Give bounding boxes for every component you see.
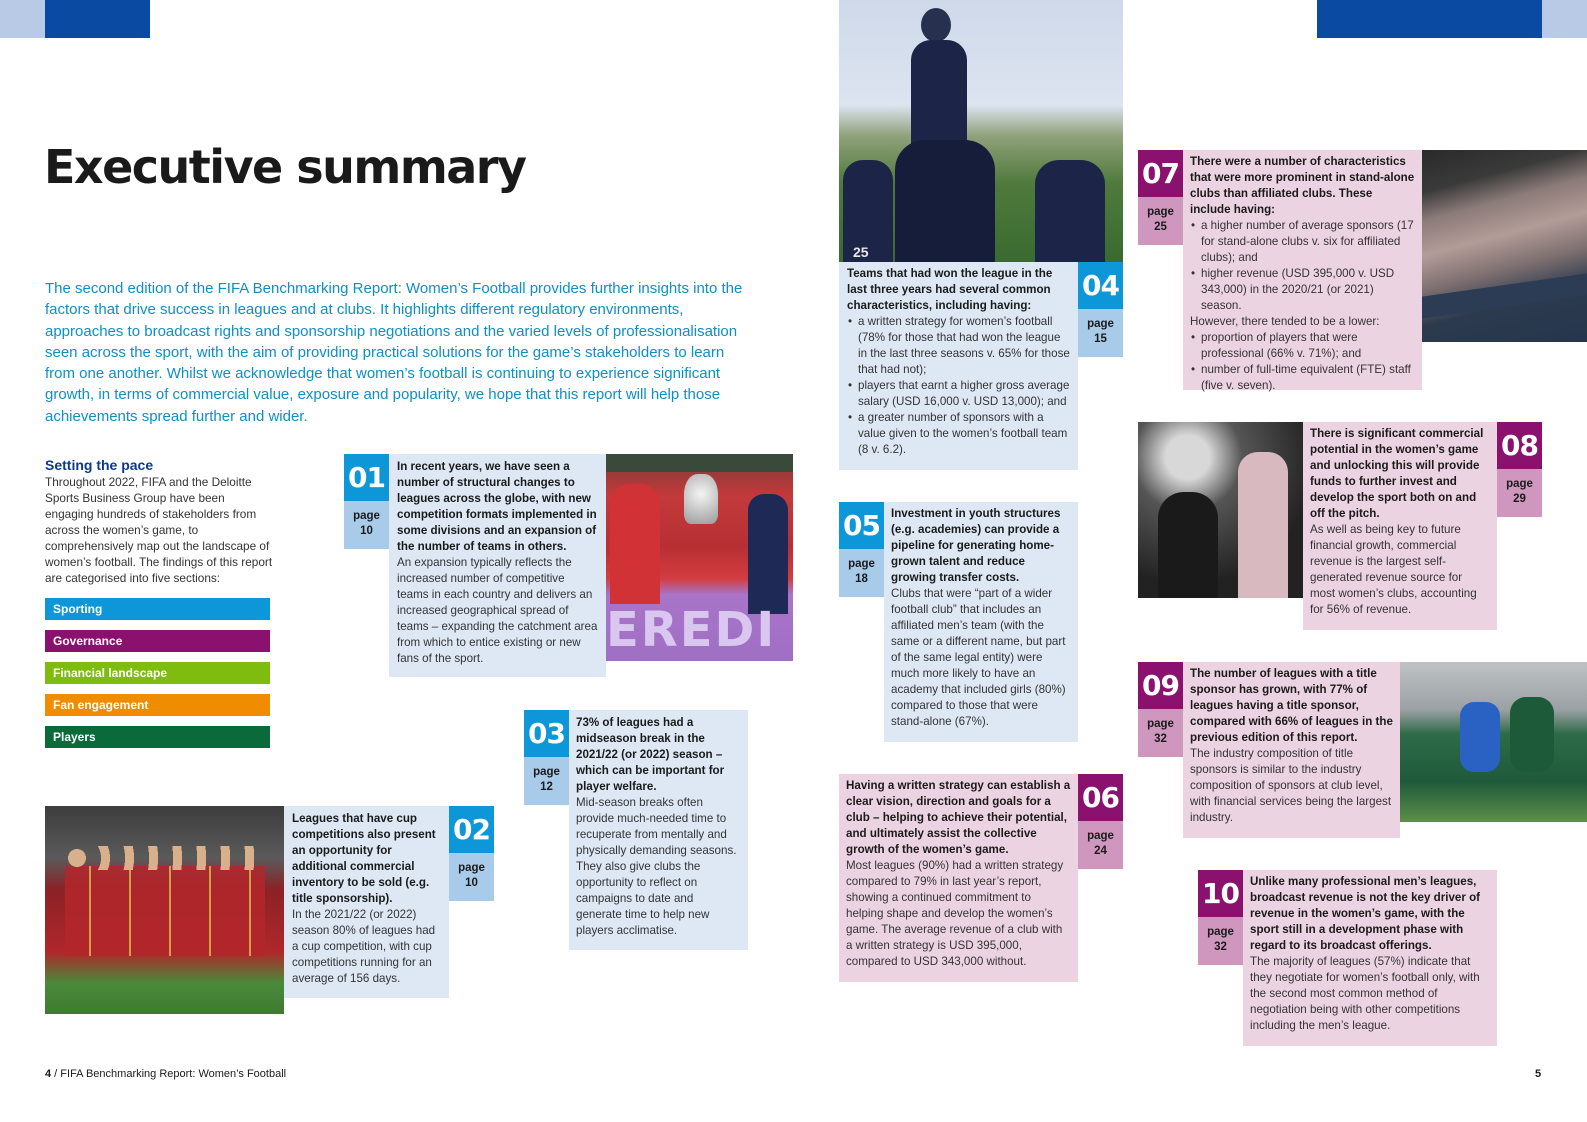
finding-06-body: Most leagues (90%) had a written strategy compared to 79% in last year’s report, showing a continued commitment to helping shape and develop the women’s game. The average revenue of a club with a written strategy is USD 395,000, compared to USD 343,000 without.	[846, 859, 1064, 968]
header-bar-right-light	[1542, 0, 1587, 38]
finding-09-headline: The number of leagues with a title sponsor has grown, with 77% of leagues having a title sponsor, compared with 66% of leagues in the previous edition of this report.	[1190, 667, 1393, 744]
finding-01-number: 01	[344, 454, 389, 501]
finding-04-bullet: • a greater number of sponsors with a value given to the women’s football team (8 v. 6.2).	[858, 410, 1070, 458]
finding-04-bullet: • players that earnt a higher gross average salary (USD 16,000 v. USD 13,000); and	[858, 378, 1070, 410]
header-bar-right	[1317, 0, 1542, 38]
finding-03-headline: 73% of leagues had a midseason break in the 2021/22 (or 2022) season – which can be important for player welfare.	[576, 716, 725, 793]
finding-05-body: Clubs that were “part of a wider football club” that includes an affiliated men’s team (with the same or a different name, but part of the same legal entity) were much more likely to have an academy that included girls (80%) compared to those that were stand-alone (67%).	[891, 587, 1066, 728]
finding-03-page-ref: page 12	[524, 757, 569, 805]
finding-04-panel	[839, 262, 1078, 470]
finding-10-body: The majority of leagues (57%) indicate that they negotiate for women’s football only, with the second most common method of negotiation being with other competitions including the men’s league.	[1250, 955, 1480, 1032]
category-financial-landscape: Financial landscape	[45, 662, 270, 684]
finding-07-bullet: • higher revenue (USD 395,000 v. USD 343,000) in the 2020/21 (or 2021) season.	[1201, 266, 1415, 314]
finding-06-page-ref: page 24	[1078, 821, 1123, 869]
header-bar-left	[45, 0, 150, 38]
category-governance: Governance	[45, 630, 270, 652]
finding-09-page-ref: page 32	[1138, 709, 1183, 757]
header-bar-left-light	[0, 0, 45, 38]
celebration-photo	[839, 0, 1123, 262]
category-players: Players	[45, 726, 270, 748]
finding-04-bullets	[847, 314, 1070, 458]
page-title: Executive summary	[44, 140, 526, 194]
finding-07-mid-text: However, there tended to be a lower:	[1190, 315, 1380, 328]
finding-07-headline: There were a number of characteristics that were more prominent in stand-alone clubs than affiliated clubs. These include having:	[1190, 155, 1415, 216]
footer-page-number-right: 5	[1535, 1068, 1542, 1080]
finding-09-panel	[1183, 662, 1400, 838]
finding-08-number: 08	[1497, 422, 1542, 469]
finding-08-page-ref: page 29	[1497, 469, 1542, 517]
finding-05-page-ref: page 18	[839, 549, 884, 597]
team-photo-red-kits	[45, 806, 284, 1014]
finding-07-bullets	[1190, 218, 1415, 314]
finding-07-page-ref: page 25	[1138, 197, 1183, 245]
team-huddle-photo	[1400, 662, 1587, 822]
finding-06-panel	[839, 774, 1078, 982]
category-sporting: Sporting	[45, 598, 270, 620]
finding-07-panel	[1183, 150, 1422, 390]
finding-05-headline: Investment in youth structures (e.g. academies) can provide a pipeline for generating home-grown talent and reduce growing transfer costs.	[891, 507, 1061, 584]
finding-10-headline: Unlike many professional men’s leagues, broadcast revenue is not the key driver of revenue in the women’s game, with the sport still in a development phase with regard to its broadcast offerings.	[1250, 875, 1481, 952]
finding-04-bullet: • a written strategy for women’s football (78% for those that had won the league in the last three seasons v. 65% for those that had not);	[858, 314, 1070, 378]
finding-08-headline: There is significant commercial potential in the women’s game and unlocking this will provide funds to further invest and develop the sport both on and off the pitch.	[1310, 427, 1484, 520]
finding-06-headline: Having a written strategy can establish a clear vision, direction and goals for a club – helping to achieve their potential, and ultimately assist the collective growth of the women’s game.	[846, 779, 1071, 856]
ad-board-text: EREDI	[606, 602, 777, 658]
finding-05-number: 05	[839, 502, 884, 549]
finding-10-panel	[1243, 870, 1497, 1046]
finding-04-page-ref: page 15	[1078, 309, 1123, 357]
finding-07-bullet: • proportion of players that were professional (66% v. 71%); and	[1201, 330, 1415, 362]
finding-07-bullet: • number of full-time equivalent (FTE) staff (five v. seven).	[1201, 362, 1415, 394]
finding-02-headline: Leagues that have cup competitions also present an opportunity for additional commercial inventory to be sold (e.g. title sponsorship).	[292, 812, 436, 905]
finding-01-page-ref: page 10	[344, 501, 389, 549]
finding-03-number: 03	[524, 710, 569, 757]
fans-autograph-photo	[1138, 422, 1303, 598]
finding-10-page-ref: page 32	[1198, 917, 1243, 965]
finding-03-panel	[569, 710, 748, 950]
finding-03-body: Mid-season breaks often provide much-needed time to recuperate from mentally and physically demanding seasons. They also give clubs the opportunity to reflect on campaigns to date and generate time to help new players acclimatise.	[576, 796, 737, 937]
category-fan-engagement: Fan engagement	[45, 694, 270, 716]
stadium-crowd-photo	[1422, 150, 1587, 342]
finding-08-panel	[1303, 422, 1497, 630]
finding-02-number: 02	[449, 806, 494, 853]
finding-06-number: 06	[1078, 774, 1123, 821]
intro-paragraph: The second edition of the FIFA Benchmarking Report: Women’s Football provides further insights into the factors that drive success in leagues and at clubs. It highlights different regulatory environments, approaches to broadcast rights and sponsorship negotiations and the varied levels of professionalisation seen across the sport, with the aim of providing practical solutions for the game’s stakeholders to learn from one another. Whilst we acknowledge that women’s football is continuing to experience significant growth, in terms of commercial value, exposure and popularity, we hope that this report will help those achievements spread further and wider.	[45, 280, 743, 425]
finding-04-number: 04	[1078, 262, 1123, 309]
finding-01-body: An expansion typically reflects the increased number of competitive teams in each country and delivers an increased geographical spread of teams – expanding the catchment area from which to entice existing or new fans of the sport.	[397, 556, 598, 665]
finding-09-body: The industry composition of title sponsors is similar to the industry composition of sponsors at club level, with financial services being the largest industry.	[1190, 747, 1392, 824]
finding-10-number: 10	[1198, 870, 1243, 917]
trophy-celebration-photo	[606, 454, 793, 661]
finding-05-panel	[884, 502, 1078, 742]
footer-page-number-left: 4	[45, 1068, 52, 1080]
finding-07-number: 07	[1138, 150, 1183, 197]
finding-04-headline: Teams that had won the league in the last three years had several common characteristics, including having:	[847, 267, 1053, 312]
finding-02-page-ref: page 10	[449, 853, 494, 901]
finding-01-headline: In recent years, we have seen a number of structural changes to leagues across the globe, with new competition formats implemented in some divisions and an expansion of the number of teams in others.	[397, 460, 597, 553]
jersey-number: 25	[853, 244, 869, 260]
footer-report-title: / FIFA Benchmarking Report: Women’s Football	[51, 1068, 287, 1080]
finding-02-panel	[284, 806, 449, 998]
finding-07-bullet: • a higher number of average sponsors (17 for stand-alone clubs v. six for affiliated clubs); and	[1201, 218, 1415, 266]
finding-07-bullets-2	[1190, 330, 1415, 394]
finding-02-body: In the 2021/22 (or 2022) season 80% of leagues had a cup competition, with cup competitions running for an average of 156 days.	[292, 908, 436, 985]
footer-left	[45, 1068, 286, 1080]
setting-pace-text: Throughout 2022, FIFA and the Deloitte Sports Business Group have been engaging hundreds of stakeholders from across the women’s game, to comprehensively map out the landscape of women’s football. The findings of this report are categorised into five sections:	[45, 475, 273, 585]
setting-pace-title: Setting the pace	[45, 457, 154, 473]
finding-09-number: 09	[1138, 662, 1183, 709]
finding-01-panel	[389, 454, 606, 677]
finding-08-body: As well as being key to future financial growth, commercial revenue is the largest self-generated revenue source for most women’s clubs, accounting for 56% of revenue.	[1310, 523, 1477, 616]
